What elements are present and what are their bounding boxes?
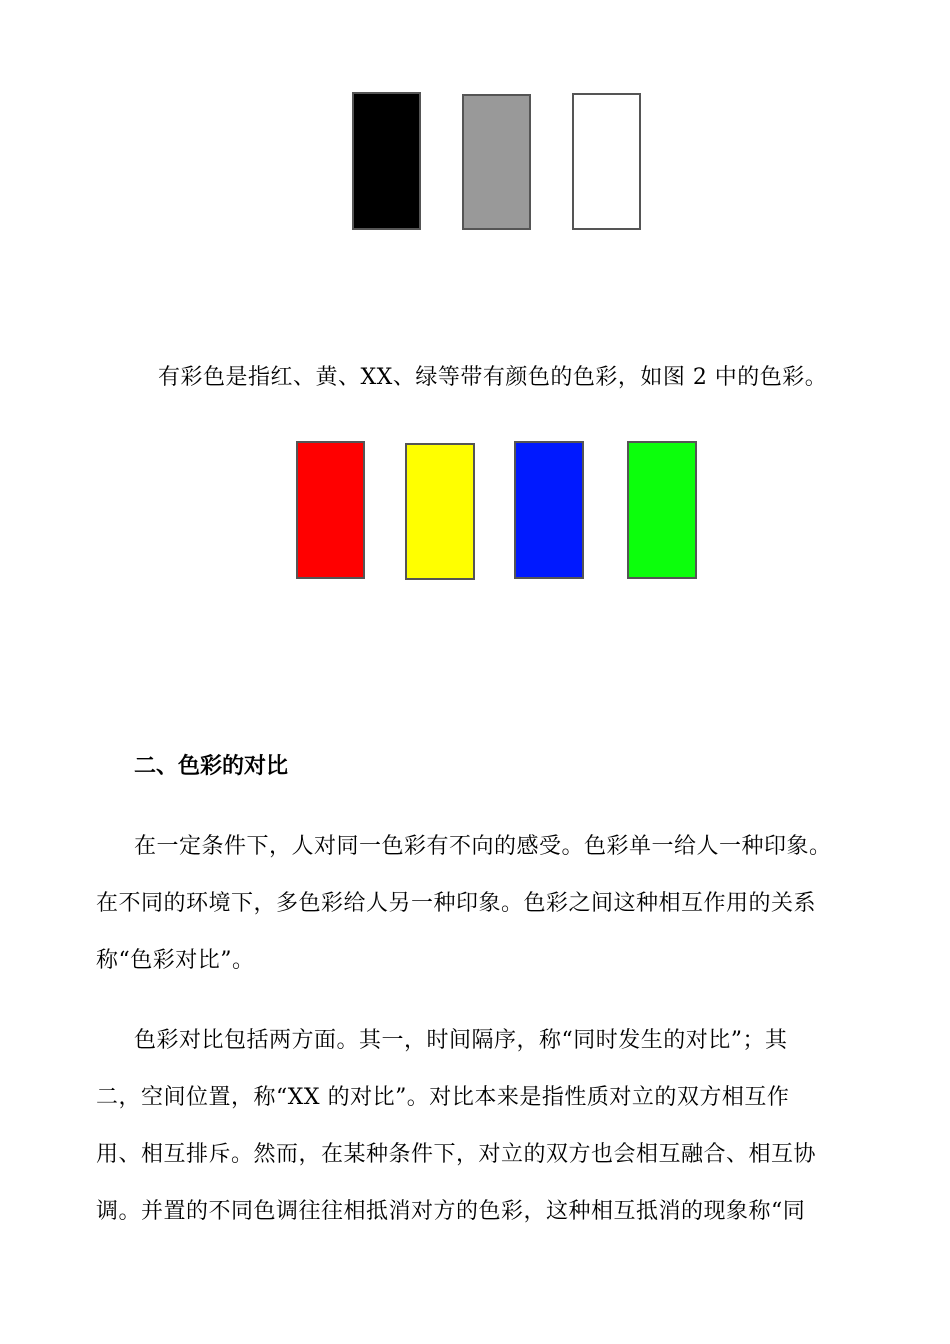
swatch-white [572, 93, 641, 230]
paragraph-line: 在一定条件下，人对同一色彩有不向的感受。色彩单一给人一种印象。 [134, 834, 832, 859]
paragraph-line: 称“色彩对比”。 [96, 948, 255, 973]
paragraph-line: 色彩对比包括两方面。其一，时间隔序，称“同时发生的对比”；其 [134, 1028, 788, 1053]
swatch-green [627, 441, 697, 579]
section-heading: 二、色彩的对比 [134, 754, 289, 779]
intro-line: 有彩色是指红、黄、XX、绿等带有颜色的色彩，如图 2 中的色彩。 [158, 365, 828, 390]
swatch-red [296, 441, 365, 579]
swatch-gray [462, 94, 531, 230]
swatch-black [352, 92, 421, 230]
swatch-yellow [405, 443, 475, 580]
swatch-blue [514, 441, 584, 579]
paragraph-line: 用、相互排斥。然而，在某种条件下，对立的双方也会相互融合、相互协 [96, 1142, 817, 1167]
paragraph-line: 在不同的环境下，多色彩给人另一种印象。色彩之间这种相互作用的关系 [96, 891, 817, 916]
paragraph-line: 二，空间位置，称“XX 的对比”。对比本来是指性质对立的双方相互作 [96, 1085, 790, 1110]
paragraph-line: 调。并置的不同色调往往相抵消对方的色彩，这种相互抵消的现象称“同 [96, 1199, 806, 1224]
